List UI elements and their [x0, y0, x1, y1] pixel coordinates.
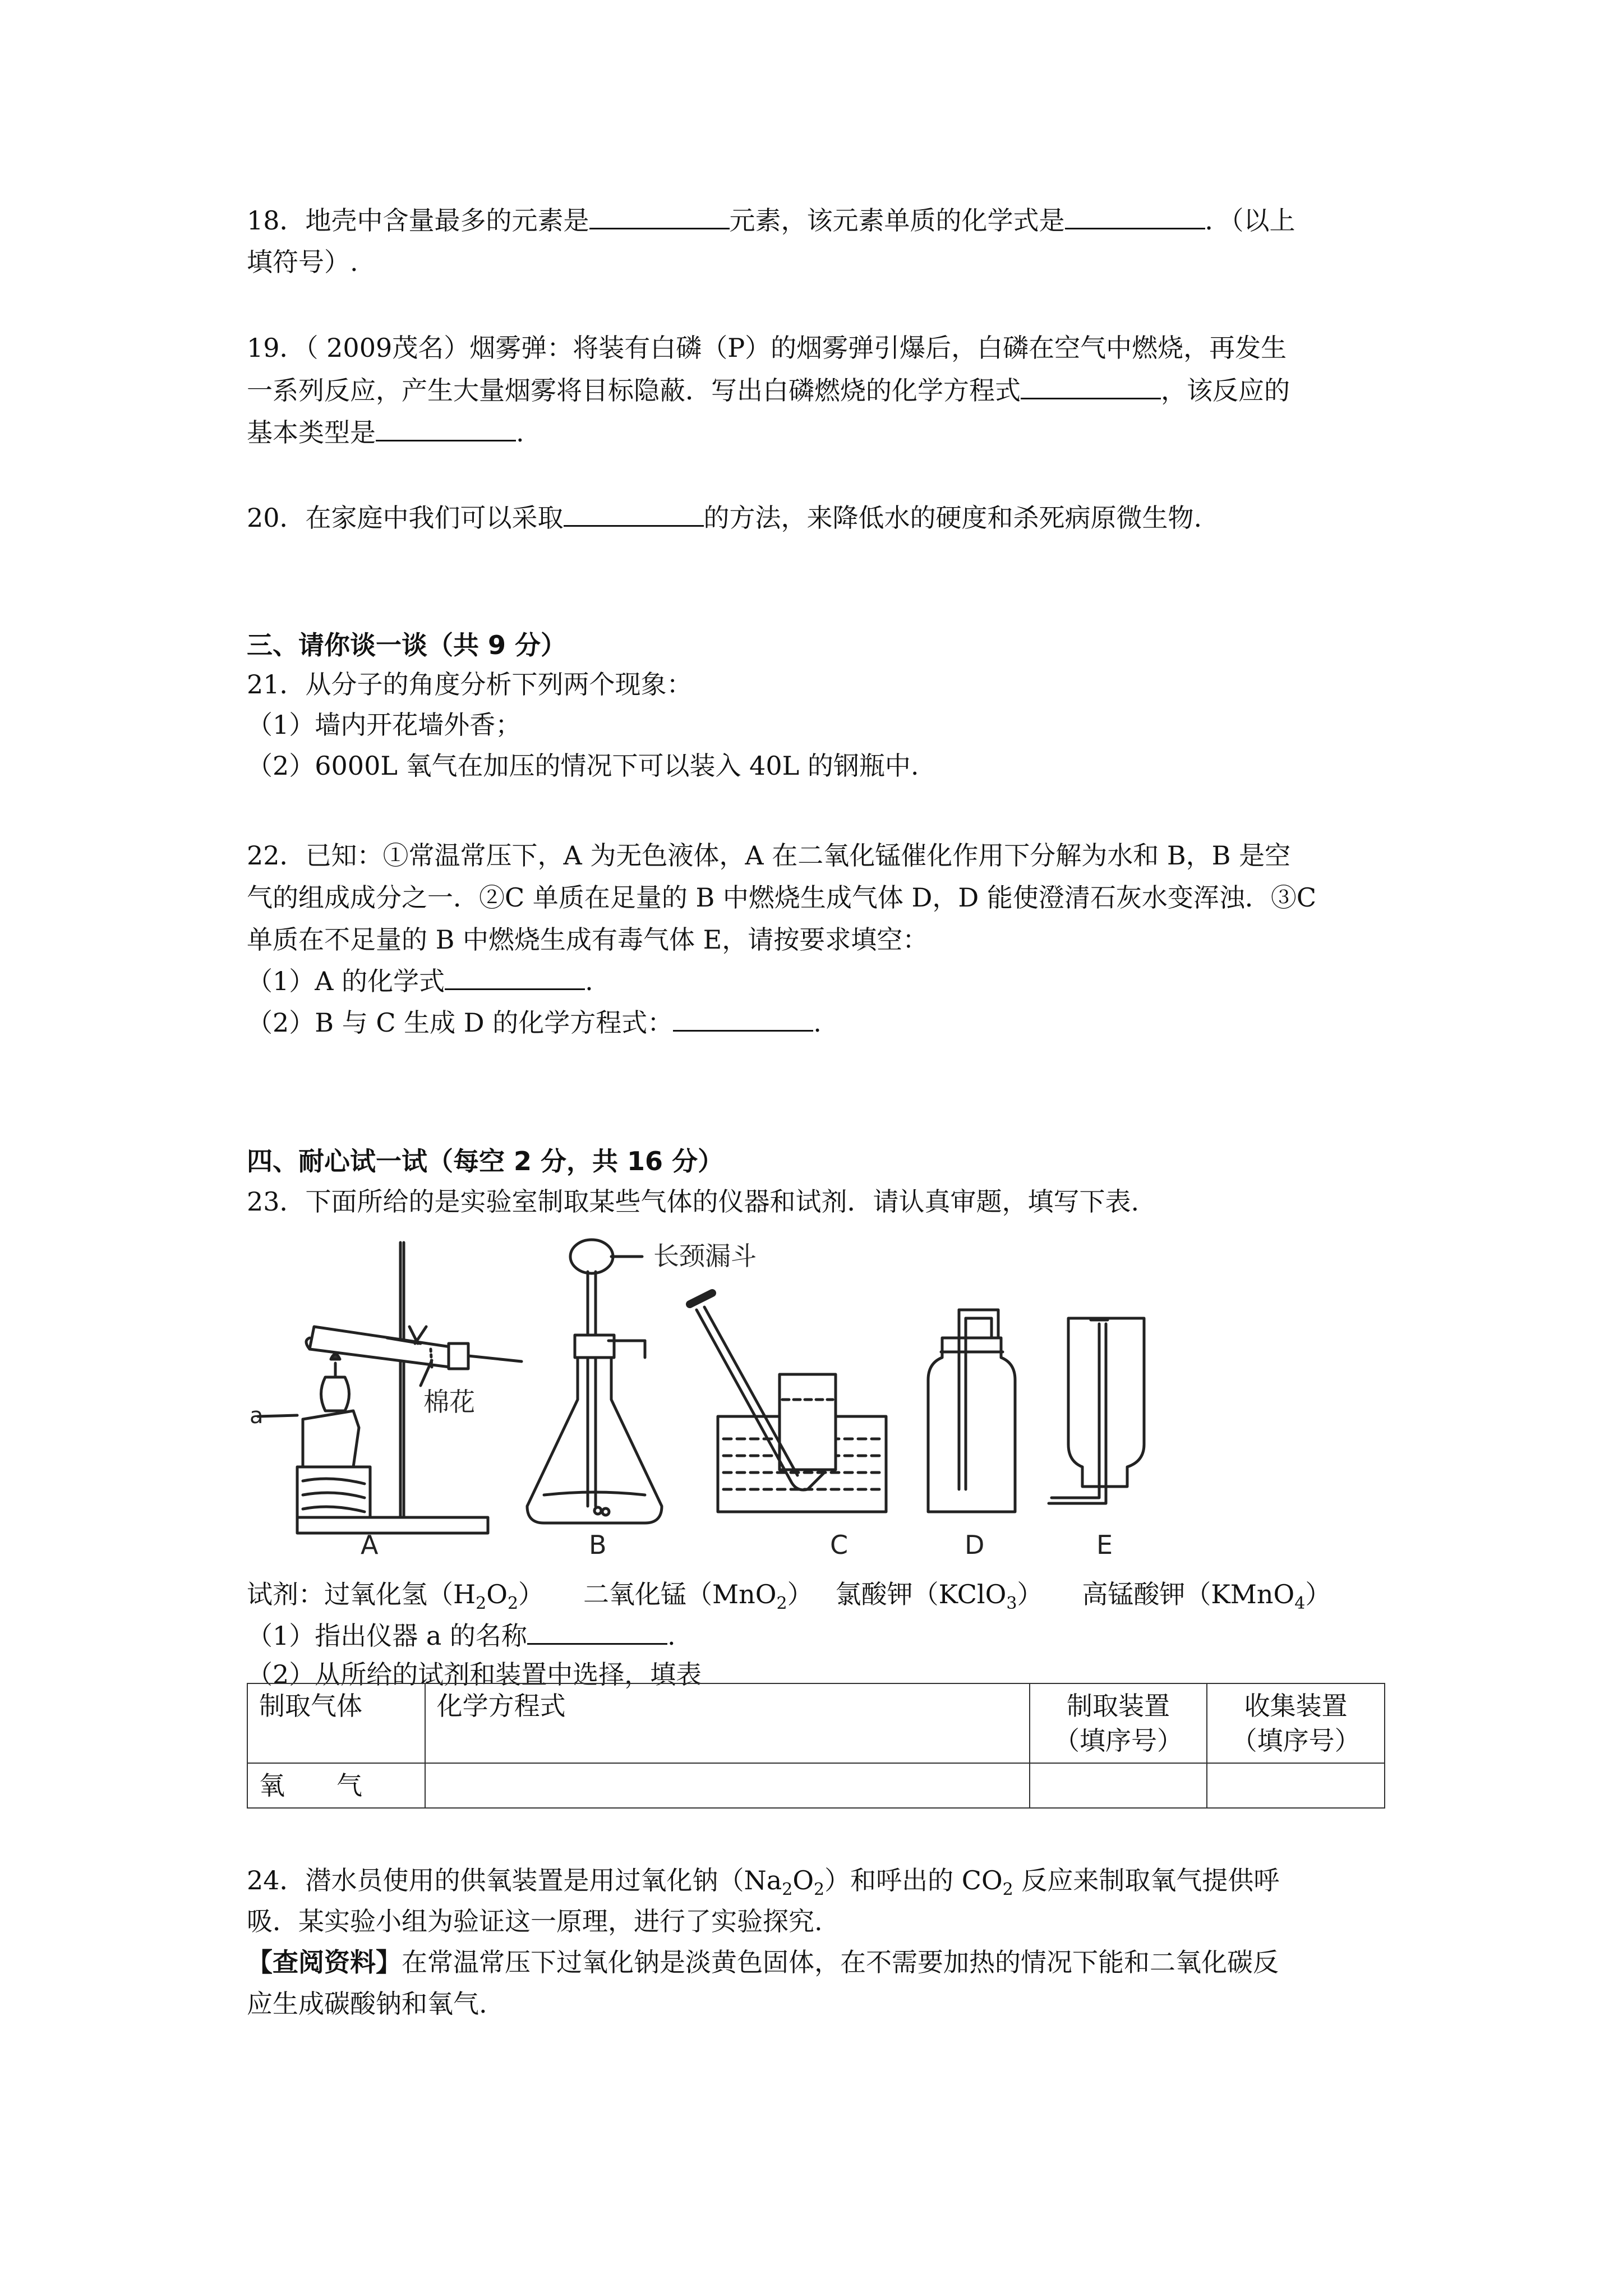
reagent-h2o2-a: 过氧化氢（H	[324, 1579, 476, 1609]
q19-text4: .	[516, 417, 524, 448]
table-header-generator-line1: 制取装置	[1066, 1691, 1170, 1721]
q24-line2: 吸．某实验小组为验证这一原理，进行了实验探究.	[247, 1906, 823, 1936]
table-header-equation: 化学方程式	[425, 1683, 1030, 1763]
q20-text: 20．在家庭中我们可以采取	[247, 503, 564, 533]
q21-title: 21．从分子的角度分析下列两个现象：	[247, 669, 693, 700]
label-apparatus-E: E	[1096, 1530, 1113, 1560]
reagent-kclo3-sub: 3	[1006, 1594, 1017, 1614]
q22-blank-equation[interactable]	[673, 1005, 813, 1032]
q18-text2: 元素，该元素单质的化学式是	[729, 205, 1065, 236]
q22-line3: 单质在不足量的 B 中燃烧生成有毒气体 E，请按要求填空：	[247, 924, 929, 955]
table-cell-gas: 氧 气	[247, 1763, 425, 1808]
table-cell-collector-input[interactable]	[1207, 1763, 1385, 1808]
label-long-neck-funnel: 长颈漏斗	[653, 1241, 757, 1271]
table-header-generator	[1030, 1683, 1207, 1763]
q23-title: 23．下面所给的是实验室制取某些气体的仪器和试剂．请认真审题，填写下表.	[247, 1186, 1140, 1217]
label-apparatus-D: D	[965, 1530, 985, 1560]
q22-line2: 气的组成成分之一．②C 单质在足量的 B 中燃烧生成气体 D，D 能使澄清石灰水变浑浊．③C	[247, 882, 1317, 913]
reagent-h2o2-b: O	[486, 1579, 508, 1609]
answer-table	[247, 1683, 1385, 1809]
q22-item2-end: .	[813, 1007, 822, 1038]
q21-item1: （1）墙内开花墙外香；	[247, 710, 522, 740]
q20-blank-method[interactable]	[564, 500, 704, 527]
reagent-mno2-b: ）	[787, 1579, 813, 1609]
q22-blank-formula[interactable]	[445, 964, 585, 990]
table-header-gas: 制取气体	[247, 1683, 425, 1763]
label-cotton: 棉花	[423, 1387, 475, 1417]
q19-line2	[247, 373, 1290, 407]
table-header-collector-line1: 收集装置	[1244, 1691, 1348, 1721]
label-a: a	[250, 1403, 264, 1429]
table-cell-equation-input[interactable]	[425, 1763, 1030, 1808]
q19-text3: 基本类型是	[247, 417, 376, 448]
q18-line1	[247, 203, 1295, 237]
q24-text-c: ）和呼出的 CO	[824, 1865, 1003, 1895]
reagent-mno2	[583, 1579, 813, 1614]
q24-text-a: 24．潜水员使用的供氧装置是用过氧化钠（Na	[247, 1865, 782, 1895]
q18-blank-element[interactable]	[589, 203, 730, 229]
q24-line3	[247, 1945, 1279, 1979]
apparatus-e	[1049, 1318, 1144, 1503]
q20-text2: 的方法，来降低水的硬度和杀死病原微生物.	[703, 503, 1202, 533]
table-header-collector-line2: （填序号）	[1231, 1726, 1361, 1756]
q23-item1	[247, 1618, 676, 1653]
reagent-kmno4-sub: 4	[1294, 1594, 1306, 1614]
reagent-kclo3	[835, 1579, 1043, 1614]
reagent-mno2-sub: 2	[776, 1594, 787, 1614]
q24-sub1: 2	[782, 1880, 793, 1900]
q21-item2: （2）6000L 氧气在加压的情况下可以装入 40L 的钢瓶中.	[247, 751, 919, 781]
q23-item1-end: .	[667, 1621, 676, 1651]
q24-ref-text: 在常温常压下过氧化钠是淡黄色固体，在不需要加热的情况下能和二氧化碳反	[402, 1947, 1279, 1977]
q24-sub2: 2	[814, 1880, 825, 1900]
q18-line2: 填符号）.	[247, 247, 358, 277]
section4-heading: 四、耐心试一试（每空 2 分，共 16 分）	[247, 1146, 724, 1176]
table-header-row	[247, 1683, 1385, 1763]
q23-blank-instrument-name[interactable]	[527, 1618, 667, 1645]
label-apparatus-A: A	[361, 1530, 379, 1560]
table-header-generator-line2: （填序号）	[1053, 1726, 1183, 1756]
q19-line1: 19．（ 2009茂名）烟雾弹：将装有白磷（P）的烟雾弹引爆后，白磷在空气中燃烧，再发生	[247, 333, 1287, 363]
q18-text: 18．地壳中含量最多的元素是	[247, 205, 589, 236]
reagent-kmno4	[1082, 1579, 1331, 1614]
q20-line	[247, 500, 1202, 535]
q22-item1	[247, 964, 593, 998]
q22-item1-text: （1）A 的化学式	[247, 966, 445, 996]
q23-item2: （2）从所给的试剂和装置中选择，填表	[247, 1659, 702, 1690]
lab-apparatus-figure	[241, 1226, 1408, 1562]
reagents-line	[247, 1577, 1331, 1621]
q19-blank-type[interactable]	[376, 415, 516, 441]
table-cell-generator-input[interactable]	[1030, 1763, 1207, 1808]
q24-line4: 应生成碳酸钠和氧气.	[247, 1989, 487, 2019]
q19-blank-equation[interactable]	[1021, 373, 1161, 399]
reagent-mno2-a: 二氧化锰（MnO	[583, 1579, 777, 1609]
q22-item2	[247, 1005, 822, 1039]
q24-ref-label: 【查阅资料】	[247, 1947, 402, 1977]
section3-heading: 三、请你谈一谈（共 9 分）	[247, 630, 567, 660]
reagent-h2o2-c: ）	[518, 1579, 545, 1609]
q19-text: 一系列反应，产生大量烟雾将目标隐蔽．写出白磷燃烧的化学方程式	[247, 375, 1021, 406]
apparatus-d	[928, 1310, 1015, 1512]
q24-line1	[247, 1864, 1279, 1907]
reagent-h2o2-sub1: 2	[476, 1594, 487, 1614]
q24-text-d: 反应来制取氧气提供呼	[1013, 1865, 1280, 1895]
reagent-h2o2	[324, 1579, 545, 1614]
q22-line1: 22．已知：①常温常压下，A 为无色液体，A 在二氧化锰催化作用下分解为水和 B，B 是空	[247, 840, 1291, 871]
reagent-kmno4-b: ）	[1305, 1579, 1331, 1609]
q24-text-b: O	[792, 1865, 814, 1895]
q22-item1-end: .	[585, 966, 593, 996]
q23-item1-text: （1）指出仪器 a 的名称	[247, 1621, 527, 1651]
table-row	[247, 1763, 1385, 1808]
table-header-collector	[1207, 1683, 1385, 1763]
reagent-kclo3-a: 氯酸钾（KClO	[835, 1579, 1007, 1609]
q19-text2: ，该反应的	[1161, 375, 1290, 406]
label-apparatus-B: B	[589, 1530, 607, 1560]
label-apparatus-C: C	[830, 1530, 849, 1560]
reagent-kmno4-a: 高锰酸钾（KMnO	[1082, 1579, 1295, 1609]
reagent-h2o2-sub2: 2	[507, 1594, 519, 1614]
apparatus-a	[258, 1243, 522, 1533]
q19-line3	[247, 415, 524, 449]
q24-sub3: 2	[1002, 1880, 1013, 1900]
apparatus-b	[527, 1240, 662, 1523]
reagents-prefix: 试剂：	[247, 1579, 324, 1609]
q18-blank-formula[interactable]	[1065, 203, 1205, 229]
q18-text3: ．（以上	[1205, 205, 1295, 236]
reagent-kclo3-b: ）	[1017, 1579, 1043, 1609]
q22-item2-text: （2）B 与 C 生成 D 的化学方程式：	[247, 1007, 674, 1038]
apparatus-c	[690, 1293, 886, 1512]
